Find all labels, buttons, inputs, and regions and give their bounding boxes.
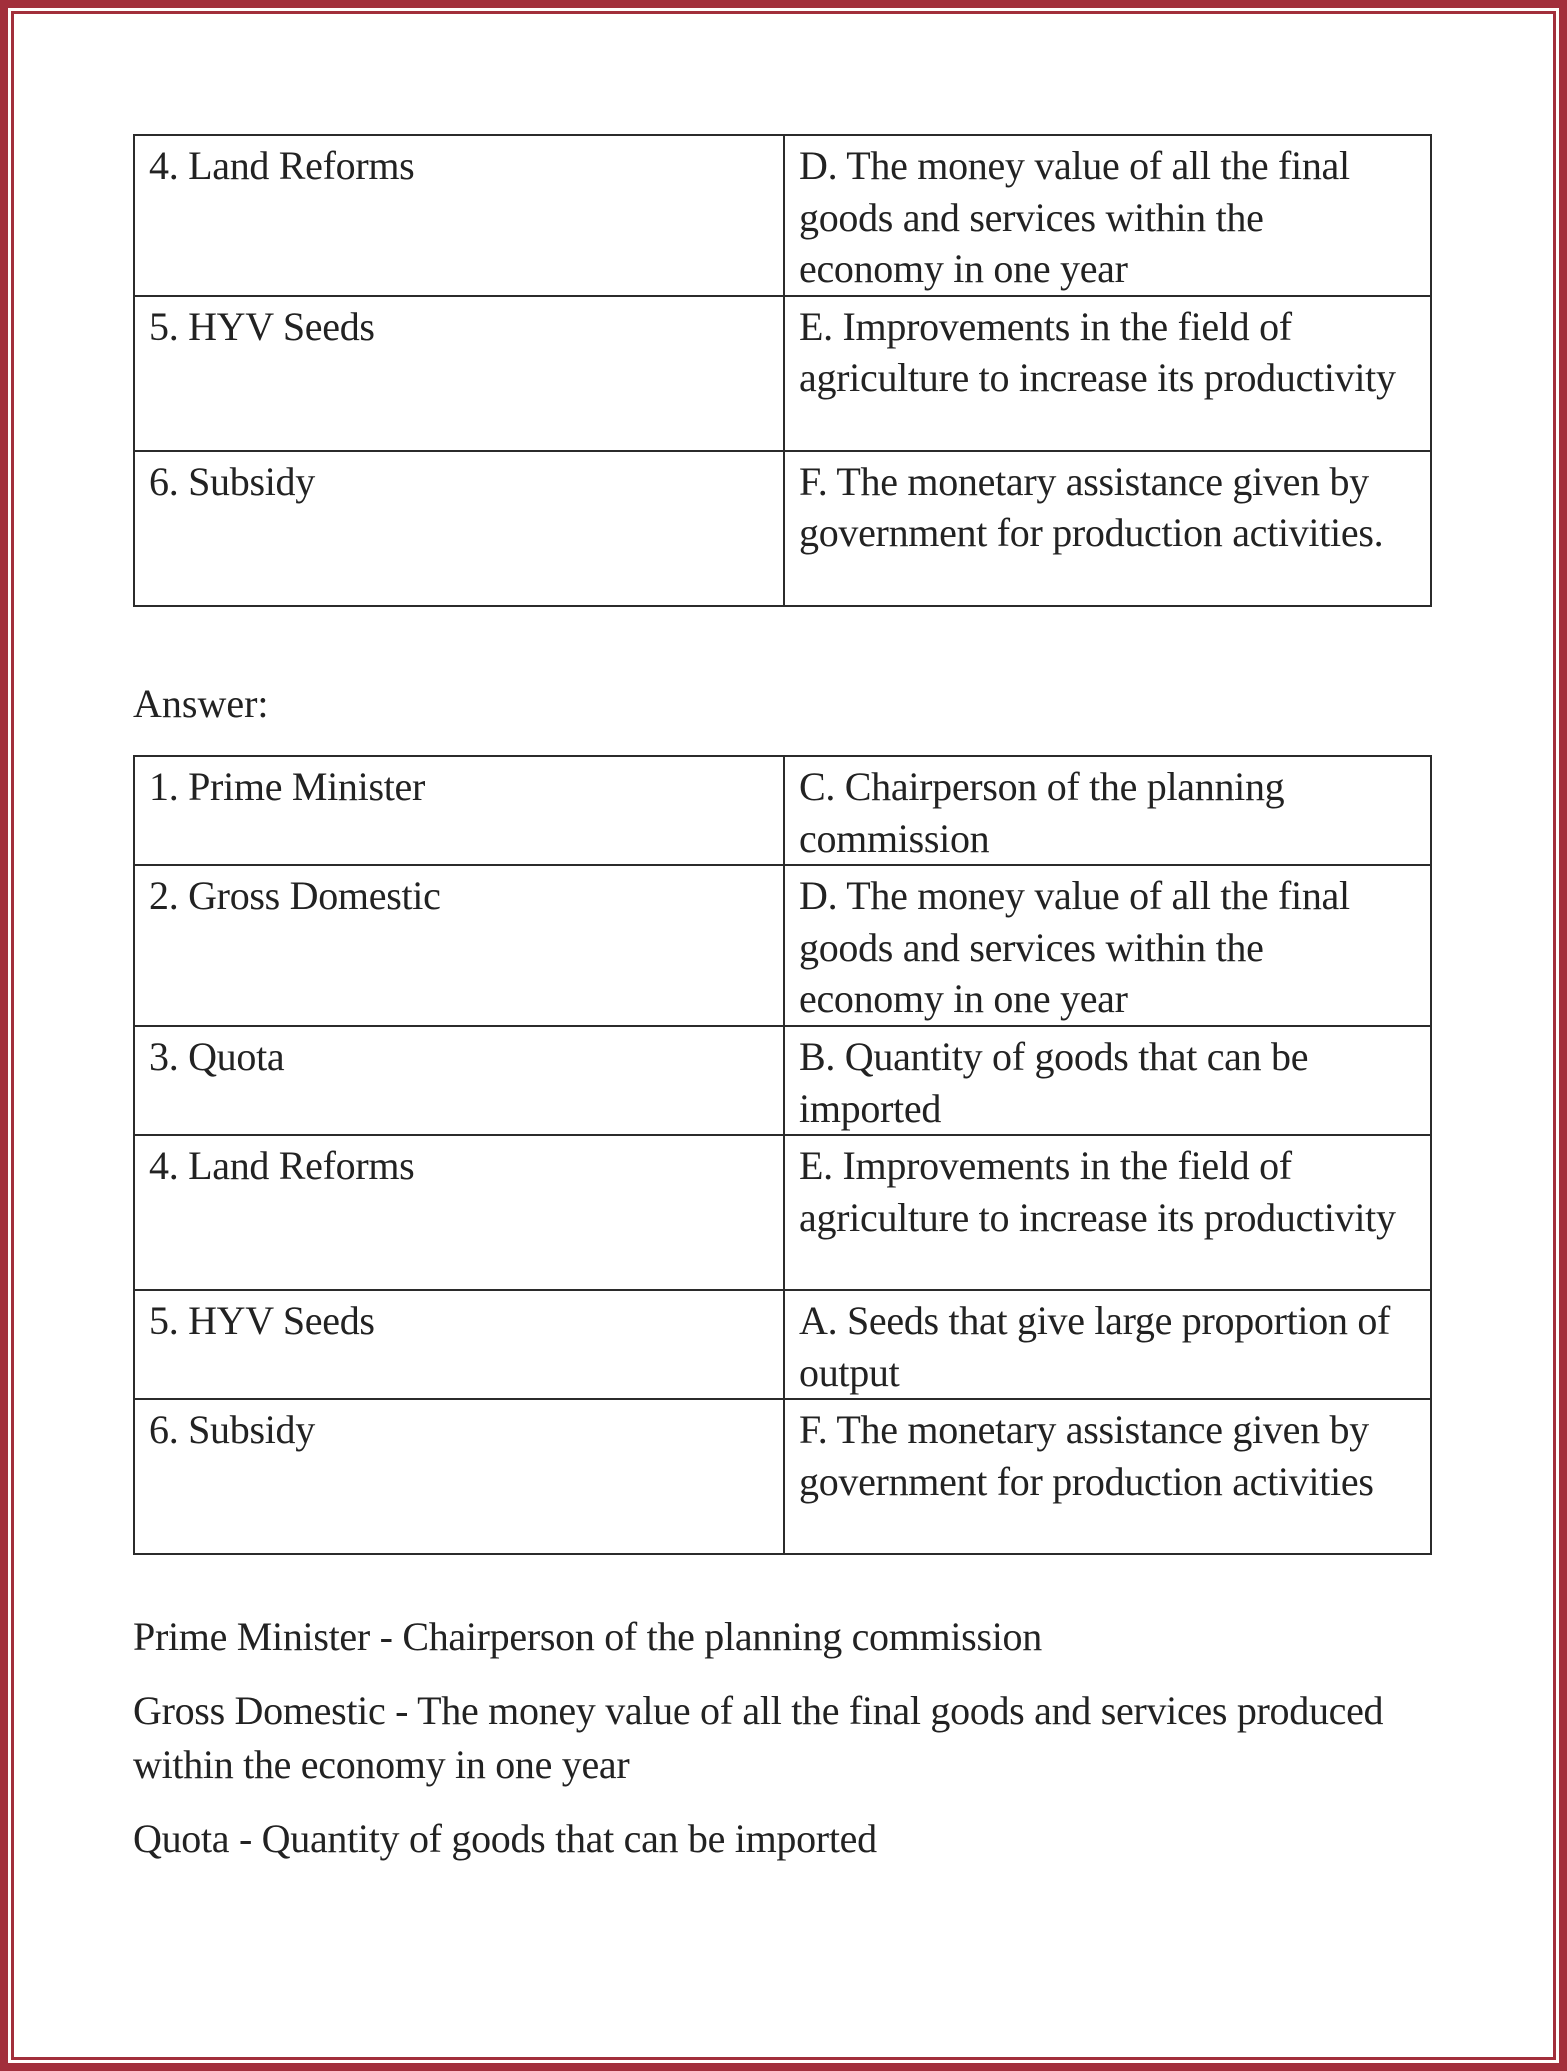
table-row <box>134 1026 1431 1135</box>
table-row <box>134 296 1431 451</box>
term-cell: 5. HYV Seeds <box>134 296 784 451</box>
definition-cell: C. Chairperson of the planning commission <box>784 756 1431 865</box>
term-cell: 2. Gross Domestic <box>134 865 784 1026</box>
term-cell: 3. Quota <box>134 1026 784 1135</box>
definition-cell: E. Improvements in the field of agriculture to increase its productivity <box>784 296 1431 451</box>
explanation-paragraph: Gross Domestic - The money value of all the final goods and services produced within the economy in one year <box>133 1688 1384 1787</box>
term-cell: 5. HYV Seeds <box>134 1290 784 1399</box>
question-table-section <box>133 134 1432 607</box>
answer-table-section <box>133 755 1432 1555</box>
term-cell: 6. Subsidy <box>134 451 784 606</box>
explanation-paragraph: Quota - Quantity of goods that can be imported <box>133 1816 877 1861</box>
term-cell: 1. Prime Minister <box>134 756 784 865</box>
table-row <box>134 1290 1431 1399</box>
table-row <box>134 1135 1431 1290</box>
table-row <box>134 865 1431 1026</box>
table-row <box>134 1399 1431 1554</box>
explanation-paragraph: Prime Minister - Chairperson of the planning commission <box>133 1614 1042 1659</box>
answer-heading: Answer: <box>133 681 269 726</box>
question-match-table <box>133 134 1432 607</box>
definition-cell: A. Seeds that give large proportion of output <box>784 1290 1431 1399</box>
table-row <box>134 135 1431 296</box>
term-cell: 6. Subsidy <box>134 1399 784 1554</box>
definition-cell: D. The money value of all the final goods and services within the economy in one year <box>784 135 1431 296</box>
answer-match-table <box>133 755 1432 1555</box>
definition-cell: D. The money value of all the final goods and services within the economy in one year <box>784 865 1431 1026</box>
table-row <box>134 756 1431 865</box>
term-cell: 4. Land Reforms <box>134 1135 784 1290</box>
definition-cell: B. Quantity of goods that can be imported <box>784 1026 1431 1135</box>
table-row <box>134 451 1431 606</box>
term-cell: 4. Land Reforms <box>134 135 784 296</box>
explanations-section <box>133 1610 1433 1886</box>
definition-cell: E. Improvements in the field of agriculture to increase its productivity <box>784 1135 1431 1290</box>
definition-cell: F. The monetary assistance given by government for production activities. <box>784 451 1431 606</box>
definition-cell: F. The monetary assistance given by government for production activities <box>784 1399 1431 1554</box>
